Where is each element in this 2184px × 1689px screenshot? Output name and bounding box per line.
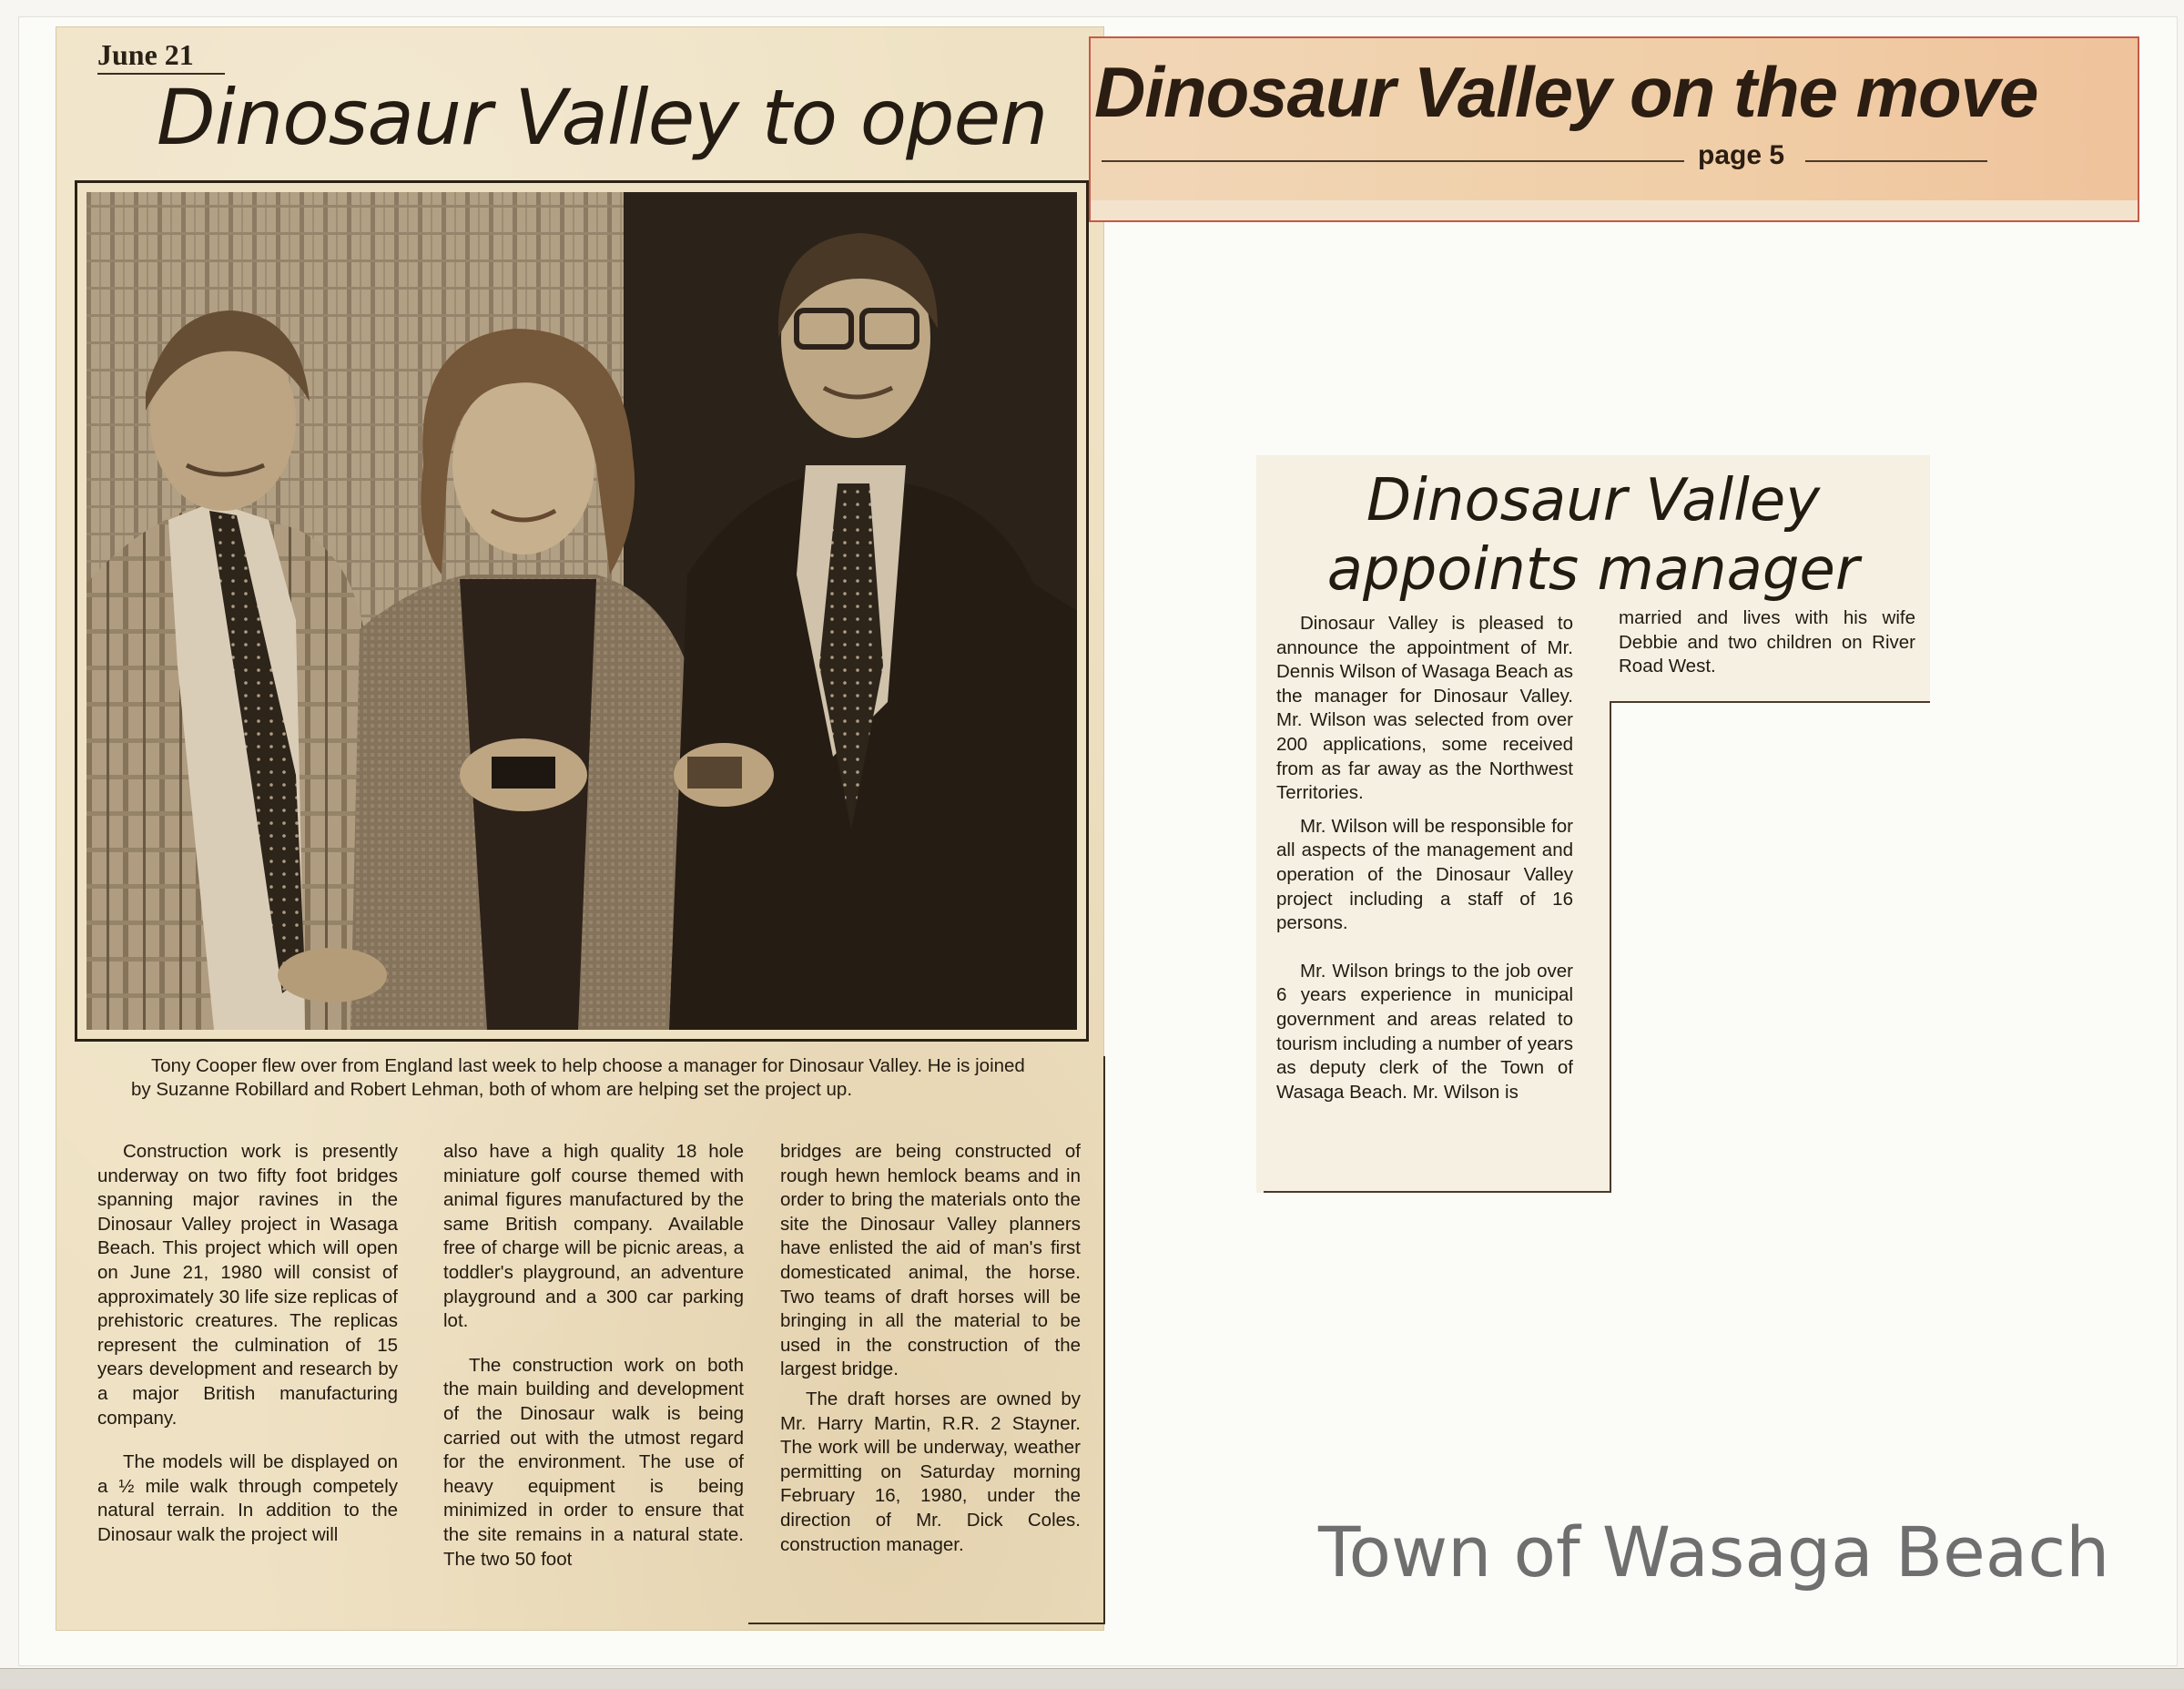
- column-right-rule: [1103, 1056, 1105, 1624]
- column-bottom-rule: [748, 1623, 1105, 1624]
- col1-paragraph-2: The models will be displayed on a ½ mile walk through competely natural terrain. In addition to the Dinosaur walk the project will: [97, 1451, 398, 1545]
- article-column-1: [97, 1140, 398, 1568]
- clipping-appoints-manager: [1256, 455, 1930, 1193]
- manager-paragraph-3: Mr. Wilson brings to the job over 6 years experience in municipal government and areas related to tourism including a number of years as deputy clerk of the Town of Wasaga Beach. Mr. Wilson is: [1276, 960, 1573, 1103]
- col2-paragraph-2: The construction work on both the main building and development of the Dinosaur walk is being carried out with the utmost regard for the environment. The use of heavy equipment is being minimized in order to ensure that the site remains in a natural state. The two 50 foot: [443, 1354, 744, 1570]
- page-reference: page 5: [1698, 140, 1785, 170]
- banner-rule-right: [1805, 160, 1987, 162]
- headline-to-open: Dinosaur Valley to open: [157, 73, 1048, 162]
- headline-on-the-move: Dinosaur Valley on the move: [1094, 52, 2038, 132]
- clipping-cut-corner: [1611, 703, 1930, 1193]
- clipping-on-the-move: [1089, 36, 2139, 222]
- col1-paragraph-1: Construction work is presently underway on two fifty foot bridges spanning major ravines in the Dinosaur Valley project in Wasaga Beach. This project which will open on June 21, 1980 will consist of approximately 30 life size replicas of prehistoric creatures. The replicas represent the culmination of 15 years development and research by a major British manufacturing company.: [97, 1141, 398, 1429]
- watermark-text: Town of Wasaga Beach: [1318, 1511, 2110, 1592]
- news-photo-three-people: [86, 192, 1077, 1030]
- photo-illustration: [86, 192, 1077, 1030]
- headline-line-2: appoints manager: [1326, 536, 1860, 604]
- col3-paragraph-2: The draft horses are owned by Mr. Harry Martin, R.R. 2 Stayner. The work will be underway, weather permitting on Saturday morning February 16, 1980, under the direction of Mr. Dick Coles. construction manager.: [780, 1388, 1081, 1555]
- col2-paragraph-1: also have a high quality 18 hole miniature golf course themed with animal figures manufactured by the same British company. Available free of charge will be picnic areas, a toddler's playground, an adventure playground and a 300 car parking lot.: [443, 1141, 744, 1332]
- manager-bottom-rule: [1264, 1191, 1610, 1193]
- clipping-date: June 21: [97, 38, 194, 71]
- article-column-2: [443, 1140, 744, 1592]
- article-column-3: [780, 1140, 1081, 1577]
- manager-column-rule: [1610, 701, 1611, 1193]
- manager-paragraph-1: Dinosaur Valley is pleased to announce the appointment of Mr. Dennis Wilson of Wasaga Beach as the manager for Dinosaur Valley. Mr. Wilson was selected from over 200 applications, some received from as far away as the Northwest Territories.: [1276, 613, 1573, 804]
- photo-caption: Tony Cooper flew over from England last week to help choose a manager for Dinosaur Valley. He is joined by Suzanne Robillard and Robert Lehman, both of whom are helping set the project up.: [131, 1055, 1025, 1100]
- photo-frame: [75, 180, 1089, 1042]
- banner-rule-left: [1102, 160, 1684, 162]
- scanner-edge: [0, 1668, 2184, 1689]
- manager-top-rule: [1610, 701, 1930, 703]
- manager-paragraph-4: married and lives with his wife Debbie and two children on River Road West.: [1619, 607, 1915, 677]
- banner-torn-edge: [1091, 200, 2138, 220]
- clipping-dinosaur-valley-to-open: [56, 27, 1103, 1630]
- headline-appoints-manager: [1256, 466, 1930, 605]
- manager-column-1: [1276, 612, 1573, 1114]
- col3-paragraph-1: bridges are being constructed of rough hewn hemlock beams and in order to bring the materials onto the site the Dinosaur Valley planners have enlisted the aid of man's first domesticated animal, the horse. Two teams of draft horses will be bringing in all the material to be used in the construction of the largest bridge.: [780, 1141, 1081, 1380]
- manager-column-2: [1619, 606, 1915, 679]
- headline-line-1: Dinosaur Valley: [1366, 467, 1821, 534]
- manager-paragraph-2: Mr. Wilson will be responsible for all aspects of the management and operation of the Dinosaur Valley project including a staff of 16 persons.: [1276, 815, 1573, 934]
